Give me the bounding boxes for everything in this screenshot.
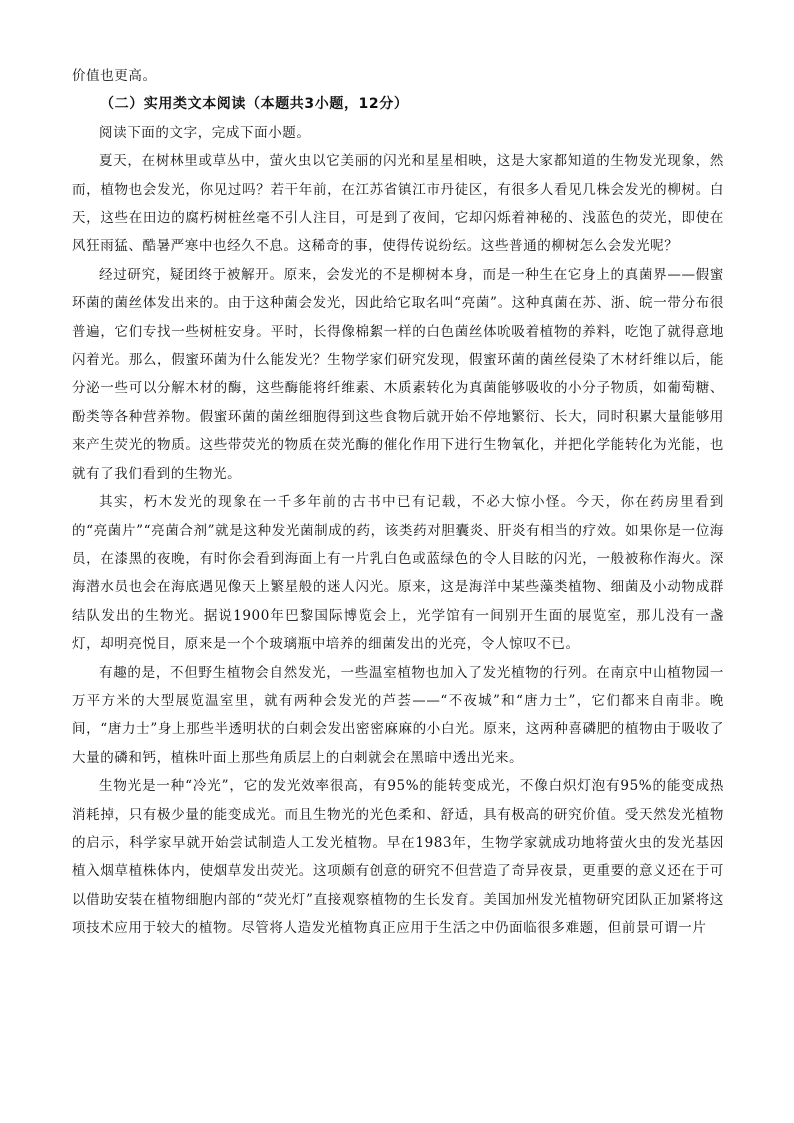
paragraph-2: 经过研究，疑团终于被解开。原来，会发光的不是柳树本身，而是一种生在它身上的真菌界——假蜜环菌的菌丝体发出来的。由于这种菌会发光，因此给它取名叫“亮菌”。这种真菌在苏、浙、皖一带分布很普遍，它们专找一些树桩安身。平时，长得像棉絮一样的白色菌丝体吮吸着植物的养料，吃饱了就得意地闪着光。那么，假蜜环菌为什么能发光？生物学家们研究发现，假蜜环菌的菌丝侵染了木材纤维以后，能分泌一些可以分解木材的酶，这些酶能将纤维素、木质素转化为真菌能够吸收的小分子物质，如葡萄糖、酚类等各种营养物。假蜜环菌的菌丝细胞得到这些食物后就开始不停地繁衍、长大，同时积累大量能够用来产生荧光的物质。这些带荧光的物质在荧光酶的催化作用下进行生物氧化，并把化学能转化为光能，也就有了我们看到的生物光。 — [72, 266, 724, 482]
continuation-line: 价值也更高。 — [72, 68, 157, 84]
paragraph-5: 生物光是一种“冷光”，它的发光效率很高，有95%的能转变成光，不像白炽灯泡有95%的能变成热消耗掉，只有极少量的能变成光。而且生物光的光色柔和、舒适，具有极高的研究价值。受天然发光植物的启示，科学家早就开始尝试制造人工发光植物。早在1983年，生物学家就成功地将萤火虫的发光基因植入烟草植株体内，使烟草发出荧光。这项颇有创意的研究不但营造了奇异夜景，更重要的意义还在于可以借助安装在植物细胞内部的“荧光灯”直接观察植物的生长发育。美国加州发光植物研究团队正加紧将这项技术应用于较大的植物。尽管将人造发光植物真正应用于生活之中仍面临很多难题，但前景可谓一片 — [72, 778, 724, 937]
document-page — [72, 62, 724, 943]
paragraph-1: 夏天，在树林里或草丛中，萤火虫以它美丽的闪光和星星相映，这是大家都知道的生物发光现象，然而，植物也会发光，你见过吗？若干年前，在江苏省镇江市丹徒区，有很多人看见几株会发光的柳树。白天，这些在田边的腐朽树桩丝毫不引人注目，可是到了夜间，它却闪烁着神秘的、浅蓝色的荧光，即使在风狂雨猛、酷暑严寒中也经久不息。这稀奇的事，使得传说纷纭。这些普通的柳树怎么会发光呢？ — [72, 153, 724, 255]
paragraph-4: 有趣的是，不但野生植物会自然发光，一些温室植物也加入了发光植物的行列。在南京中山植物园一万平方米的大型展览温室里，就有两种会发光的芦荟——“不夜城”和“唐力士”，它们都来自南非。晚间，“唐力士”身上那些半透明状的白刺会发出密密麻麻的小白光。原来，这两种喜磷肥的植物由于吸收了大量的磷和钙，植株叶面上那些角质层上的白刺就会在黑暗中透出光来。 — [72, 664, 724, 766]
paragraph-3: 其实，朽木发光的现象在一千多年前的古书中已有记载，不必大惊小怪。今天，你在药房里看到的“亮菌片”“亮菌合剂”就是这种发光菌制成的药，该类药对胆囊炎、肝炎有相当的疗效。如果你是一位海员，在漆黑的夜晚，有时你会看到海面上有一片乳白色或蓝绿色的令人目眩的闪光，一般被称作海火。深海潜水员也会在海底遇见像天上繁星般的迷人闪光。原来，这是海洋中某些藻类植物、细菌及小动物成群结队发出的生物光。据说1900年巴黎国际博览会上，光学馆有一间别开生面的展览室，那儿没有一盏灯，却明亮悦目，原来是一个个玻璃瓶中培养的细菌发出的光亮，令人惊叹不已。 — [72, 494, 724, 653]
reading-instruction: 阅读下面的文字，完成下面小题。 — [99, 124, 311, 141]
section-title: （二）实用类文本阅读（本题共3小题，12分） — [100, 96, 409, 113]
